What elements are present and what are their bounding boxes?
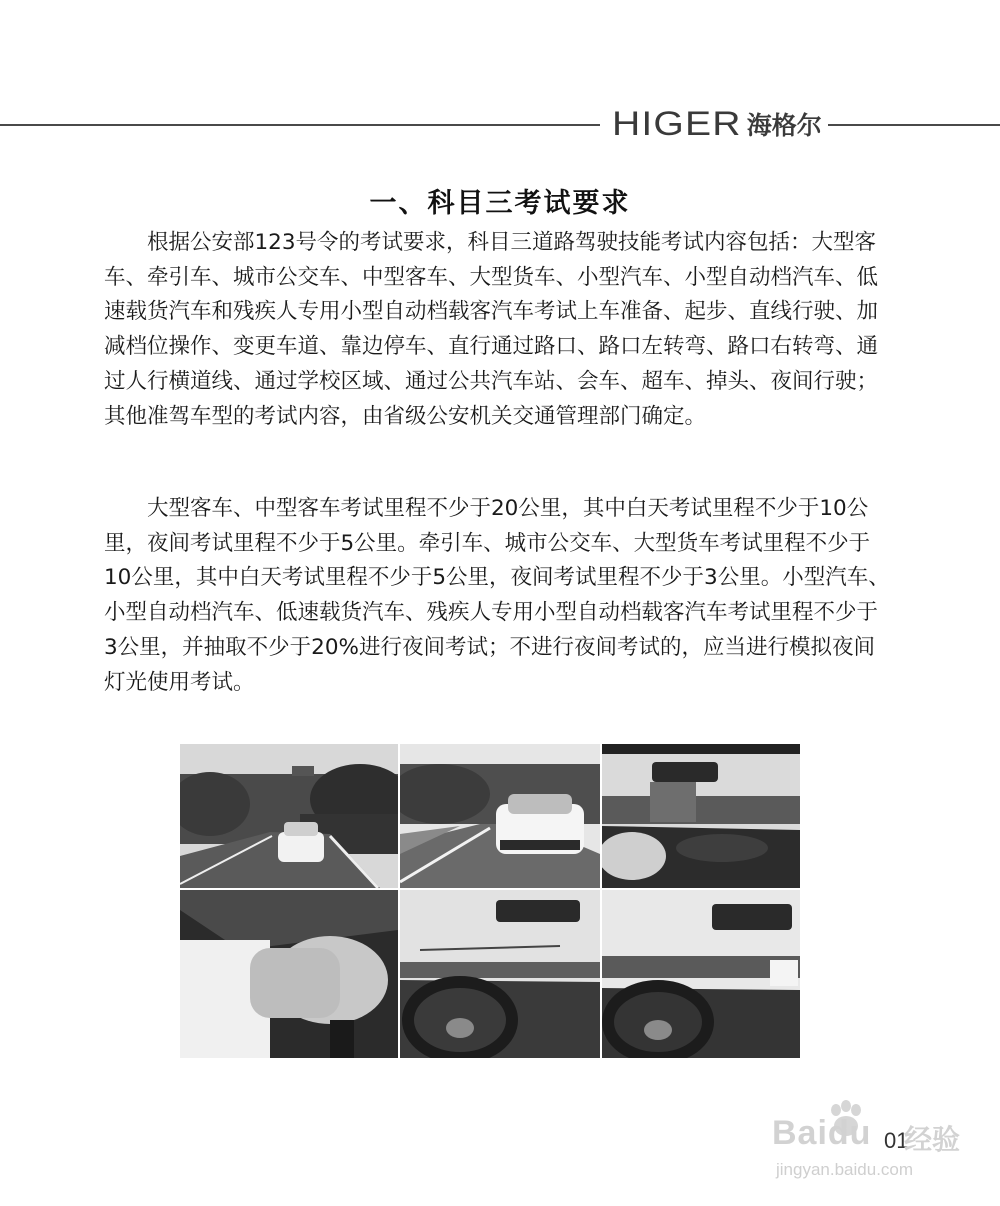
brand-logo	[612, 104, 822, 144]
photo-road-car-rear	[180, 744, 398, 888]
watermark-brand: Baidu	[772, 1114, 872, 1152]
watermark-url: jingyan.baidu.com	[776, 1160, 914, 1179]
brand-logo-latin: HIGER	[612, 104, 742, 143]
photo-steering-traffic-light	[400, 890, 600, 1058]
photo-road-car-front	[400, 744, 600, 888]
header-rule-right	[828, 124, 1000, 126]
paragraph-text: 根据公安部123号令的考试要求，科目三道路驾驶技能考试内容包括：大型客车、牵引车、城市公交车、中型客车、大型货车、小型汽车、小型自动档汽车、低速载货汽车和残疾人专用小型自动档载客汽车考试上车准备、起步、直线行驶、加减档位操作、变更车道、靠边停车、直行通过路口、路口左转弯、路口右转弯、通过人行横道线、通过学校区域、通过公共汽车站、会车、超车、掉头、夜间行驶；其他准驾车型的考试内容，由省级公安机关交通管理部门确定。	[104, 230, 879, 429]
page-number: 01	[884, 1128, 909, 1153]
photo-steering-bus	[602, 890, 800, 1058]
photo-collage	[180, 744, 800, 1060]
section-title: 一、科目三考试要求	[369, 188, 631, 219]
header-rule-left	[0, 124, 600, 126]
photo-cockpit-truck	[602, 744, 800, 888]
paragraph-exam-content	[104, 226, 890, 434]
watermark-chinese: 经验	[904, 1123, 961, 1156]
photo-hand-gear-lever	[180, 890, 398, 1058]
brand-logo-chinese: 海格尔	[746, 111, 822, 140]
paragraph-exam-distance	[104, 492, 890, 700]
paragraph-text: 大型客车、中型客车考试里程不少于20公里，其中白天考试里程不少于10公里，夜间考试里程不少于5公里。牵引车、城市公交车、大型货车考试里程不少于10公里，其中白天考试里程不少于5公里，夜间考试里程不少于3公里。小型汽车、小型自动档汽车、低速载货汽车、残疾人专用小型自动档载客汽车考试里程不少于3公里，并抽取不少于20%进行夜间考试；不进行夜间考试的，应当进行模拟夜间灯光使用考试。	[104, 496, 890, 695]
